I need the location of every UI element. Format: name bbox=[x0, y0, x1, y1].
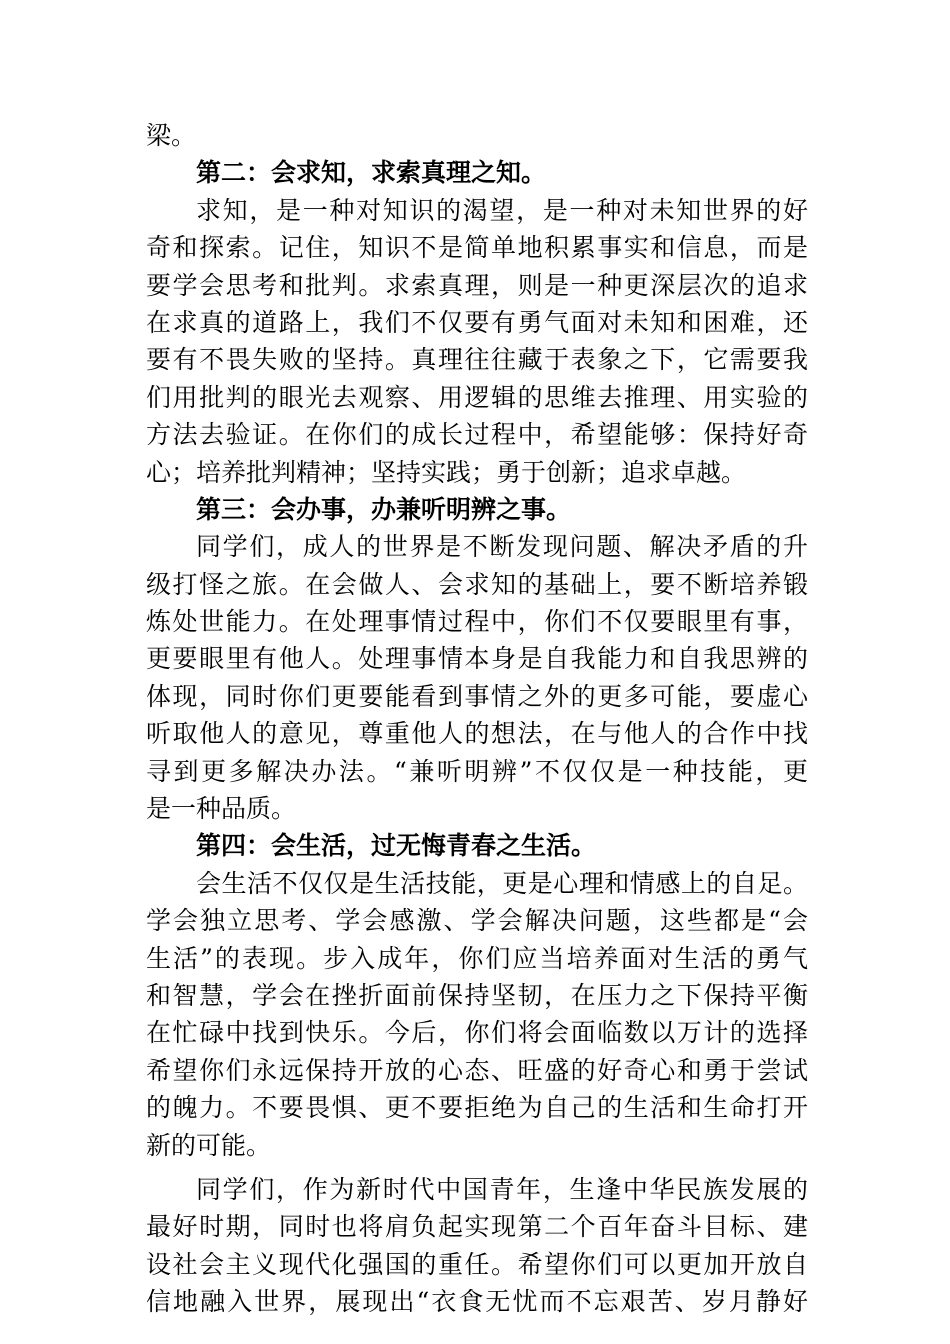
text-line: 同学们，成人的世界是不断发现问题、解决矛盾的升 bbox=[196, 532, 808, 562]
text-line: 级打怪之旅。在会做人、会求知的基础上，要不断培养锻 bbox=[146, 569, 808, 599]
section-heading-2: 第二：会求知，求索真理之知。 bbox=[196, 158, 547, 188]
text-line: 梁。 bbox=[146, 121, 197, 150]
text-line: 要有不畏失败的坚持。真理往往藏于表象之下，它需要我 bbox=[146, 345, 808, 375]
text-line: 设社会主义现代化强国的重任。希望你们可以更加开放自 bbox=[146, 1249, 808, 1279]
document-body bbox=[146, 117, 808, 1321]
text-line: 会生活不仅仅是生活技能，更是心理和情感上的自足。 bbox=[196, 868, 808, 898]
text-line: 在求真的道路上，我们不仅要有勇气面对未知和困难，还 bbox=[146, 307, 808, 337]
text-line: 在忙碌中找到快乐。今后，你们将会面临数以万计的选择 bbox=[146, 1018, 808, 1048]
text-line: 方法去验证。在你们的成长过程中，希望能够：保持好奇 bbox=[146, 420, 808, 450]
text-line: 学会独立思考、学会感激、学会解决问题，这些都是“会 bbox=[146, 906, 808, 936]
text-line: 奇和探索。记住，知识不是简单地积累事实和信息，而是 bbox=[146, 233, 808, 263]
text-line: 的魄力。不要畏惧、更不要拒绝为自己的生活和生命打开 bbox=[146, 1093, 808, 1123]
text-line: 更要眼里有他人。处理事情本身是自我能力和自我思辨的 bbox=[146, 644, 808, 674]
section-heading-3: 第三：会办事，办兼听明辨之事。 bbox=[196, 494, 572, 524]
text-line: 是一种品质。 bbox=[146, 794, 297, 824]
text-line: 和智慧，学会在挫折面前保持坚韧，在压力之下保持平衡 bbox=[146, 980, 808, 1010]
text-line: 生活”的表现。步入成年，你们应当培养面对生活的勇气 bbox=[146, 943, 808, 973]
text-line: 寻到更多解决办法。“兼听明辨”不仅仅是一种技能，更 bbox=[146, 756, 808, 786]
section-heading-4: 第四：会生活，过无悔青春之生活。 bbox=[196, 831, 597, 861]
text-line: 希望你们永远保持开放的心态、旺盛的好奇心和勇于尝试 bbox=[146, 1055, 808, 1085]
text-line: 们用批判的眼光去观察、用逻辑的思维去推理、用实验的 bbox=[146, 382, 808, 412]
text-line: 最好时期，同时也将肩负起实现第二个百年奋斗目标、建 bbox=[146, 1212, 808, 1242]
text-line: 体现，同时你们更要能看到事情之外的更多可能，要虚心 bbox=[146, 681, 808, 711]
text-line: 炼处世能力。在处理事情过程中，你们不仅要眼里有事， bbox=[146, 607, 808, 637]
text-line: 要学会思考和批判。求索真理，则是一种更深层次的追求 bbox=[146, 270, 808, 300]
text-line: 心；培养批判精神；坚持实践；勇于创新；追求卓越。 bbox=[146, 457, 747, 487]
text-line: 新的可能。 bbox=[146, 1130, 272, 1160]
text-line: 听取他人的意见，尊重他人的想法，在与他人的合作中找 bbox=[146, 719, 808, 749]
text-line: 信地融入世界，展现出“衣食无忧而不忘艰苦、岁月静好 bbox=[146, 1287, 808, 1317]
text-line: 同学们，作为新时代中国青年，生逢中华民族发展的 bbox=[196, 1174, 808, 1204]
text-line: 求知，是一种对知识的渴望，是一种对未知世界的好 bbox=[196, 195, 808, 225]
